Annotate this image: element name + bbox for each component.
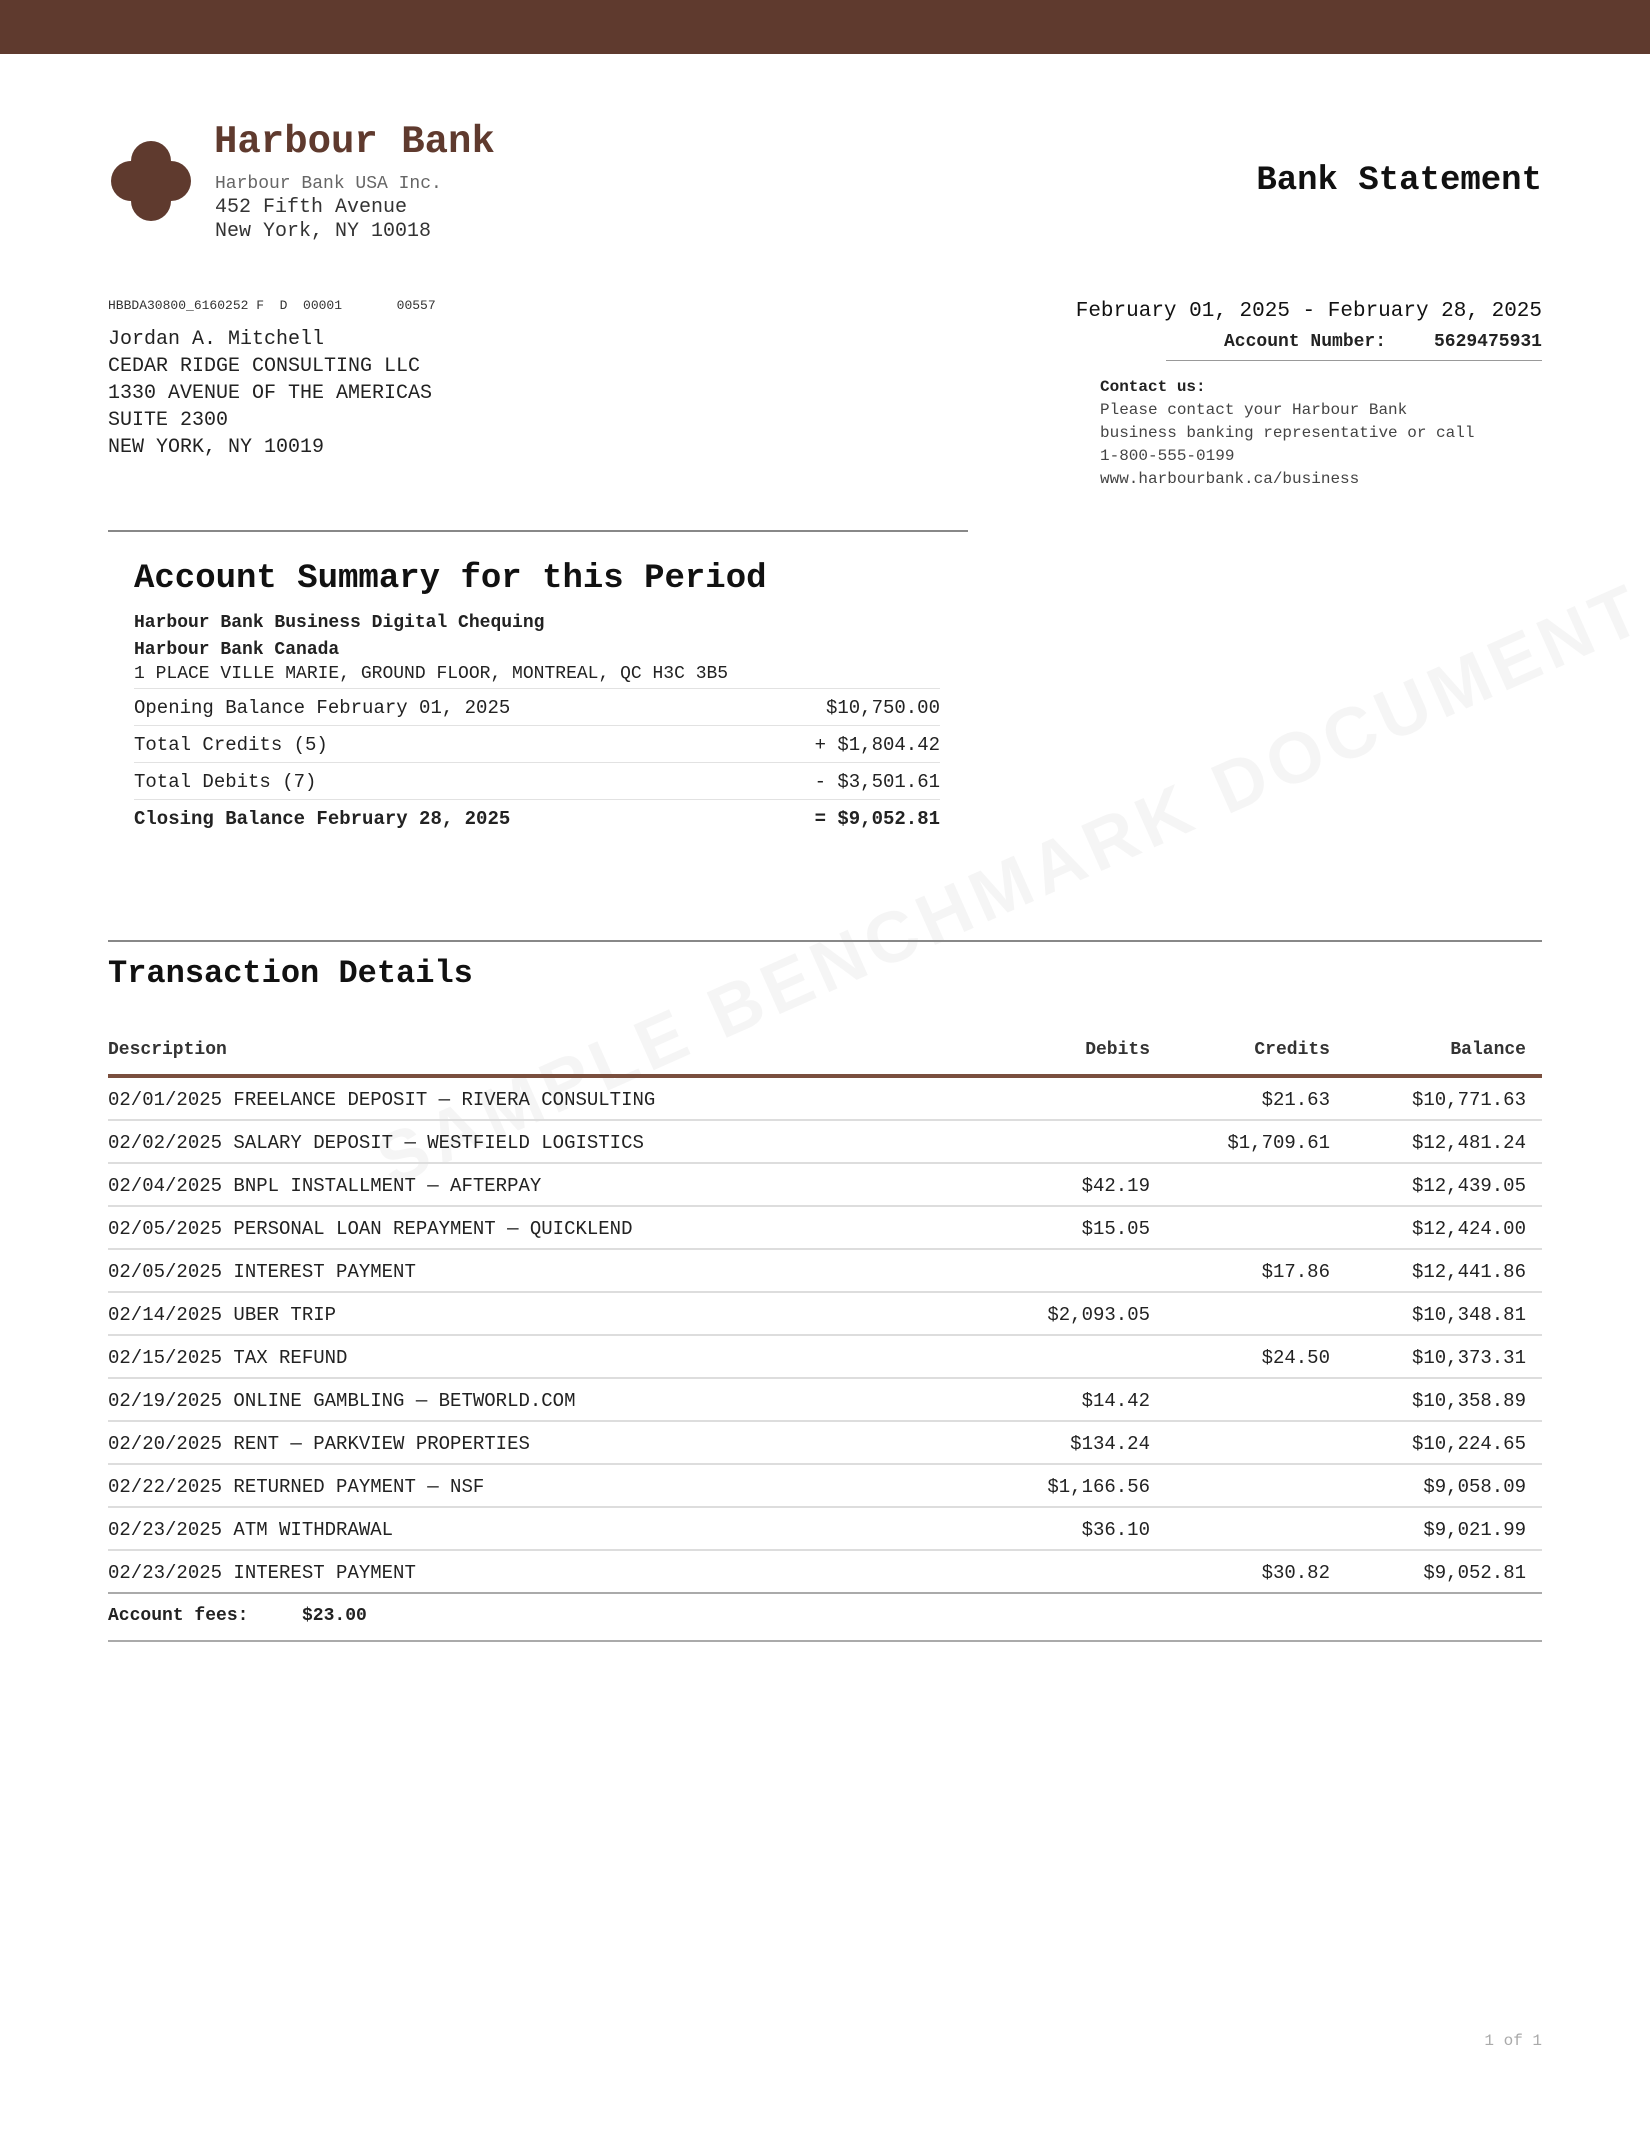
mail-code: HBBDA30800_6160252 F D 00001 00557: [108, 298, 436, 313]
account-summary: [134, 560, 940, 836]
contact-title: Contact us:: [1100, 378, 1206, 396]
row-balance: $12,439.05: [1411, 1175, 1526, 1197]
row-description: 02/01/2025 FREELANCE DEPOSIT — RIVERA CONSULTING: [108, 1089, 656, 1111]
summary-row-debits: [134, 763, 940, 800]
row-credit: $1,709.61: [1227, 1132, 1330, 1154]
page-number: 1 of 1: [1484, 2032, 1542, 2050]
table-row: [108, 1164, 1542, 1207]
summary-institution: Harbour Bank Canada: [134, 640, 340, 660]
row-balance: $12,441.86: [1411, 1261, 1526, 1283]
row-balance: $10,358.89: [1411, 1390, 1526, 1412]
row-balance: $10,771.63: [1411, 1089, 1526, 1111]
account-number-row: [1166, 330, 1542, 361]
bank-name: Harbour Bank: [214, 120, 495, 164]
transactions-table: [108, 1030, 1542, 1642]
table-row: [108, 1465, 1542, 1508]
summary-label: Opening Balance February 01, 2025: [134, 697, 511, 719]
row-balance: $9,058.09: [1423, 1476, 1526, 1498]
recipient-company: CEDAR RIDGE CONSULTING LLC: [108, 355, 421, 378]
summary-value: - $3,501.61: [814, 771, 940, 793]
row-description: 02/23/2025 INTEREST PAYMENT: [108, 1562, 416, 1584]
table-row: [108, 1551, 1542, 1594]
row-debit: $36.10: [1081, 1519, 1150, 1541]
row-debit: $2,093.05: [1047, 1304, 1150, 1326]
contact-line2: business banking representative or call: [1100, 424, 1475, 442]
summary-label: Total Debits (7): [134, 771, 317, 793]
row-debit: $14.42: [1081, 1390, 1150, 1412]
row-credit: $17.86: [1261, 1261, 1330, 1283]
header-description: Description: [108, 1040, 227, 1060]
contact-block: [1100, 376, 1474, 491]
row-description: 02/23/2025 ATM WITHDRAWAL: [108, 1519, 394, 1541]
bank-address: [215, 196, 431, 244]
top-brand-bar: [0, 0, 1650, 54]
table-row: [108, 1078, 1542, 1121]
account-fees-row: [108, 1594, 1542, 1642]
summary-label: Closing Balance February 28, 2025: [134, 808, 511, 830]
recipient-city: NEW YORK, NY 10019: [108, 436, 325, 459]
row-description: 02/14/2025 UBER TRIP: [108, 1304, 337, 1326]
table-row: [108, 1508, 1542, 1551]
fees-label: Account fees:: [108, 1606, 249, 1626]
statement-period: February 01, 2025 - February 28, 2025: [1075, 300, 1542, 323]
transactions-title: Transaction Details: [108, 955, 473, 992]
summary-institution-address: 1 PLACE VILLE MARIE, GROUND FLOOR, MONTREAL, QC H3C 3B5: [134, 662, 940, 689]
table-row: [108, 1121, 1542, 1164]
row-description: 02/05/2025 PERSONAL LOAN REPAYMENT — QUICKLEND: [108, 1218, 633, 1240]
row-credit: $24.50: [1261, 1347, 1330, 1369]
recipient-name: Jordan A. Mitchell: [108, 328, 325, 351]
row-debit: $134.24: [1070, 1433, 1150, 1455]
row-balance: $9,021.99: [1423, 1519, 1526, 1541]
row-balance: $12,424.00: [1411, 1218, 1526, 1240]
row-balance: $9,052.81: [1423, 1562, 1526, 1584]
summary-label: Total Credits (5): [134, 734, 328, 756]
table-header: [108, 1030, 1542, 1078]
recipient-suite: SUITE 2300: [108, 409, 229, 432]
header-credits: Credits: [1254, 1040, 1330, 1060]
account-number: 5629475931: [1433, 332, 1542, 352]
row-credit: $30.82: [1261, 1562, 1330, 1584]
header-balance: Balance: [1450, 1040, 1526, 1060]
contact-phone: 1-800-555-0199: [1100, 447, 1235, 465]
divider: [108, 530, 968, 532]
divider: [108, 940, 1542, 942]
row-balance: $10,348.81: [1411, 1304, 1526, 1326]
contact-url: www.harbourbank.ca/business: [1100, 470, 1360, 488]
row-debit: $42.19: [1081, 1175, 1150, 1197]
row-balance: $12,481.24: [1411, 1132, 1526, 1154]
summary-row-credits: [134, 726, 940, 763]
row-description: 02/19/2025 ONLINE GAMBLING — BETWORLD.COM: [108, 1390, 576, 1412]
summary-row-closing: [134, 800, 940, 836]
summary-value: = $9,052.81: [814, 808, 940, 830]
row-description: 02/15/2025 TAX REFUND: [108, 1347, 348, 1369]
row-description: 02/22/2025 RETURNED PAYMENT — NSF: [108, 1476, 485, 1498]
bank-address-line1: 452 Fifth Avenue: [215, 196, 408, 219]
table-row: [108, 1379, 1542, 1422]
header-debits: Debits: [1085, 1040, 1150, 1060]
row-credit: $21.63: [1261, 1089, 1330, 1111]
summary-product: Harbour Bank Business Digital Chequing: [134, 613, 545, 633]
summary-value: $10,750.00: [825, 697, 940, 719]
fees-value: $23.00: [302, 1606, 367, 1626]
row-balance: $10,373.31: [1411, 1347, 1526, 1369]
document-title: Bank Statement: [1256, 162, 1542, 200]
summary-row-opening: [134, 689, 940, 726]
bank-address-line2: New York, NY 10018: [215, 220, 432, 243]
summary-title: Account Summary for this Period: [134, 560, 767, 598]
row-balance: $10,224.65: [1411, 1433, 1526, 1455]
row-description: 02/05/2025 INTEREST PAYMENT: [108, 1261, 416, 1283]
table-row: [108, 1293, 1542, 1336]
row-debit: $1,166.56: [1047, 1476, 1150, 1498]
table-row: [108, 1250, 1542, 1293]
row-description: 02/04/2025 BNPL INSTALLMENT — AFTERPAY: [108, 1175, 542, 1197]
recipient-address: [108, 326, 432, 461]
summary-value: + $1,804.42: [814, 734, 940, 756]
table-row: [108, 1336, 1542, 1379]
contact-line1: Please contact your Harbour Bank: [1100, 401, 1408, 419]
row-description: 02/20/2025 RENT — PARKVIEW PROPERTIES: [108, 1433, 530, 1455]
table-row: [108, 1422, 1542, 1465]
bank-logo-icon: [110, 140, 192, 222]
row-debit: $15.05: [1081, 1218, 1150, 1240]
row-description: 02/02/2025 SALARY DEPOSIT — WESTFIELD LOGISTICS: [108, 1132, 644, 1154]
table-row: [108, 1207, 1542, 1250]
account-number-label: Account Number:: [1224, 332, 1387, 352]
bank-entity: Harbour Bank USA Inc.: [215, 174, 442, 194]
recipient-street: 1330 AVENUE OF THE AMERICAS: [108, 382, 433, 405]
